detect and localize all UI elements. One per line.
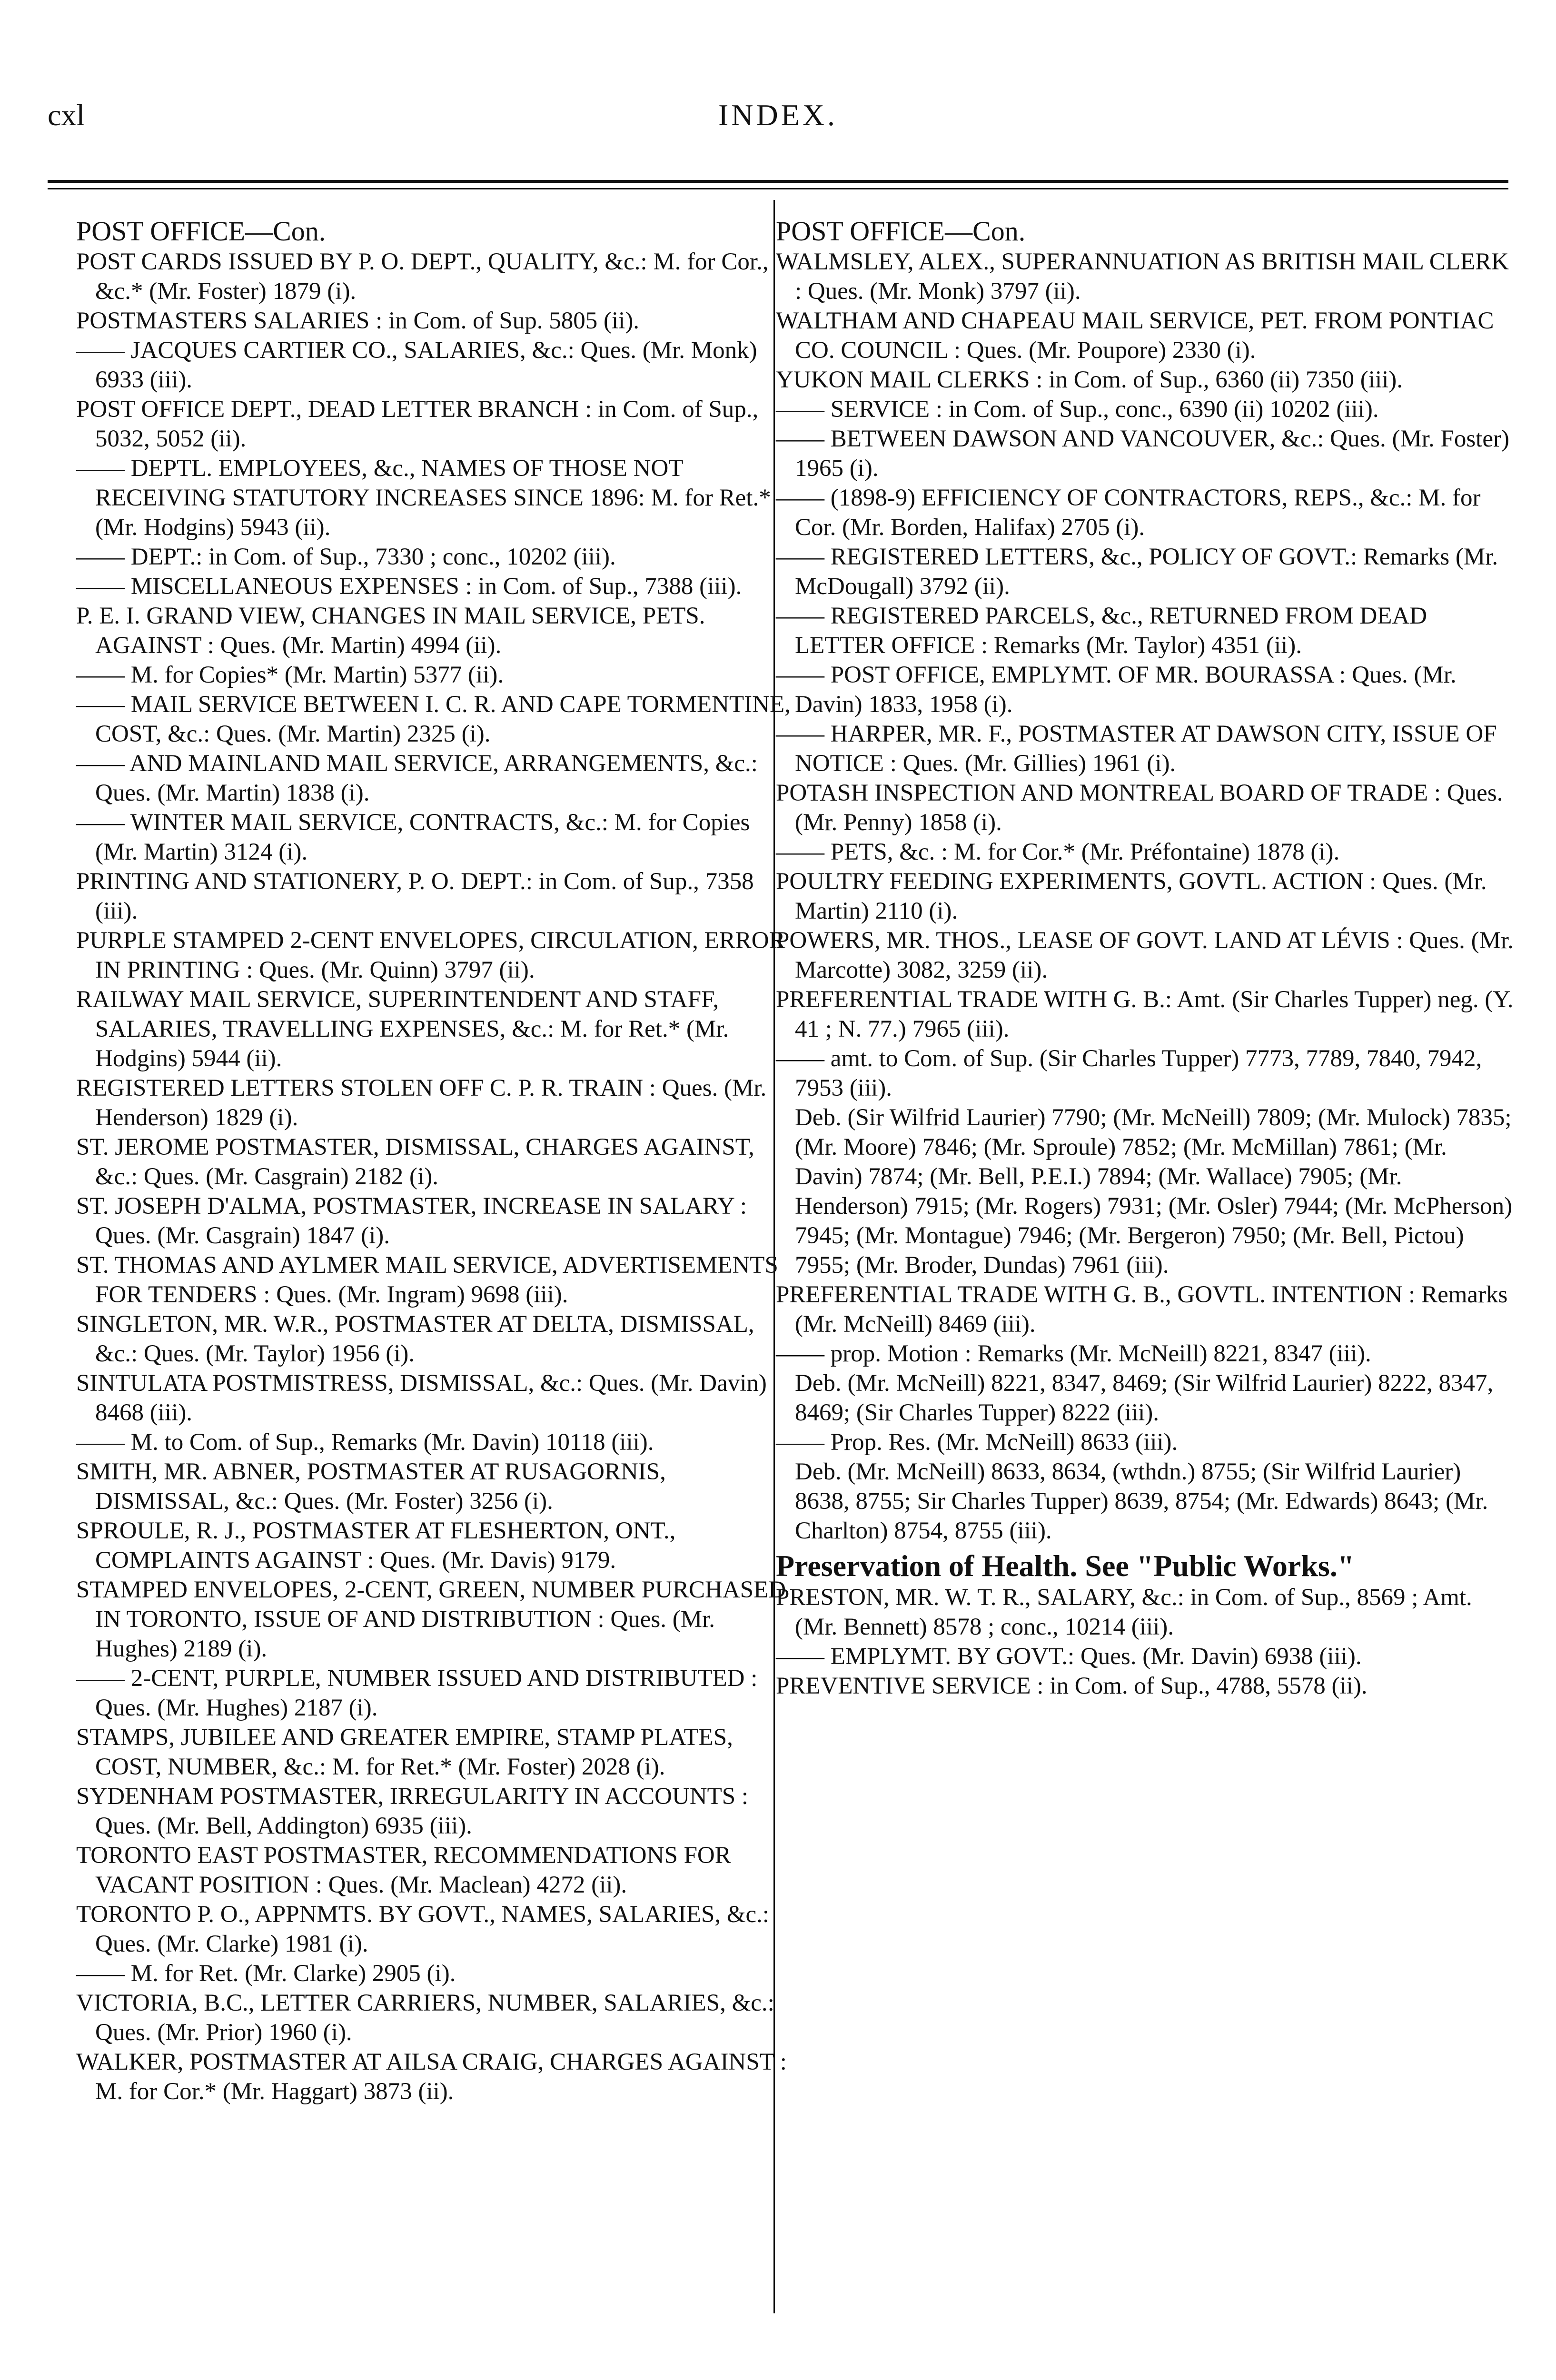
index-entry: Deb. (Sir Wilfrid Laurier) 7790; (Mr. McNeill) 7809; (Mr. Mulock) 7835; (Mr. Moore) 7846; (Mr. Sproule) 7852; (Mr. McMillan) 7861; (Mr. Davin) 7874; (Mr. Bell, P.E.I.) 7894; (Mr. Wallace) 7905; (Mr. Henderson) 7915; (Mr. Rogers) 7931; (Mr. Osler) 7944; (Mr. McPherson) 7945; (Mr. Montague) 7946; (Mr. Bergeron) 7950; (Mr. Bell, Pictou) 7955; (Mr. Broder, Dundas) 7961 (iii).: [795, 1104, 1513, 1279]
index-entry: —— prop. Motion : Remarks (Mr. McNeill) 8221, 8347 (iii).: [776, 1340, 1371, 1367]
index-entry: —— REGISTERED PARCELS, &c., RETURNED FROM DEAD LETTER OFFICE : Remarks (Mr. Taylor) 4351 (ii).: [776, 603, 1427, 659]
index-entry: SINTULATA POSTMISTRESS, DISMISSAL, &c.: Ques. (Mr. Davin) 8468 (iii).: [76, 1370, 767, 1426]
index-entry: TORONTO P. O., APPNMTS. BY GOVT., NAMES, SALARIES, &c.: Ques. (Mr. Clarke) 1981 (i).: [76, 1901, 770, 1957]
index-entry: PREFERENTIAL TRADE WITH G. B.: Amt. (Sir Charles Tupper) neg. (Y. 41 ; N. 77.) 7965 (iii).: [776, 986, 1514, 1042]
index-entry: PURPLE STAMPED 2-CENT ENVELOPES, CIRCULATION, ERROR IN PRINTING : Ques. (Mr. Quinn) 3797 (ii).: [76, 927, 785, 983]
index-entry: —— M. for Copies* (Mr. Martin) 5377 (ii).: [76, 662, 504, 688]
index-entry: POWERS, MR. THOS., LEASE OF GOVT. LAND AT LÉVIS : Ques. (Mr. Marcotte) 3082, 3259 (ii).: [776, 927, 1514, 983]
page-title: INDEX.: [718, 98, 838, 132]
index-entry: Deb. (Mr. McNeill) 8221, 8347, 8469; (Sir Wilfrid Laurier) 8222, 8347, 8469; (Sir Charles Tupper) 8222 (iii).: [795, 1370, 1494, 1426]
section-heading: POST OFFICE—Con.: [76, 216, 326, 247]
index-entry: POTASH INSPECTION AND MONTREAL BOARD OF TRADE : Ques. (Mr. Penny) 1858 (i).: [776, 780, 1503, 836]
index-entry: WALMSLEY, ALEX., SUPERANNUATION AS BRITISH MAIL CLERK : Ques. (Mr. Monk) 3797 (ii).: [776, 248, 1509, 305]
index-entry: —— MAIL SERVICE BETWEEN I. C. R. AND CAPE TORMENTINE, COST, &c.: Ques. (Mr. Martin) 2325 (i).: [76, 691, 791, 747]
index-entry: ST. THOMAS AND AYLMER MAIL SERVICE, ADVERTISEMENTS FOR TENDERS : Ques. (Mr. Ingram) 9698 (iii).: [76, 1252, 778, 1308]
index-entry: P. E. I. GRAND VIEW, CHANGES IN MAIL SERVICE, PETS. AGAINST : Ques. (Mr. Martin) 4994 (ii).: [76, 603, 705, 659]
index-entry: —— POST OFFICE, EMPLYMT. OF MR. BOURASSA : Ques. (Mr. Davin) 1833, 1958 (i).: [776, 662, 1457, 718]
entry-list: [776, 247, 1514, 1701]
index-entry: WALTHAM AND CHAPEAU MAIL SERVICE, PET. FROM PONTIAC CO. COUNCIL : Ques. (Mr. Poupore) 2330 (i).: [776, 307, 1494, 364]
index-entry: WALKER, POSTMASTER AT AILSA CRAIG, CHARGES AGAINST : M. for Cor.* (Mr. Haggart) 3873 (ii).: [76, 2049, 787, 2105]
left-column: [76, 217, 797, 2106]
index-entry: —— DEPTL. EMPLOYEES, &c., NAMES OF THOSE NOT RECEIVING STATUTORY INCREASES SINCE 1896: M. for Ret.* (Mr. Hodgins) 5943 (ii).: [76, 455, 771, 541]
index-entry: PREFERENTIAL TRADE WITH G. B., GOVTL. INTENTION : Remarks (Mr. McNeill) 8469 (iii).: [776, 1281, 1508, 1338]
index-entry: —— WINTER MAIL SERVICE, CONTRACTS, &c.: M. for Copies (Mr. Martin) 3124 (i).: [76, 809, 750, 865]
index-entry: POST OFFICE DEPT., DEAD LETTER BRANCH : in Com. of Sup., 5032, 5052 (ii).: [76, 396, 759, 452]
index-entry: SINGLETON, MR. W.R., POSTMASTER AT DELTA, DISMISSAL, &c.: Ques. (Mr. Taylor) 1956 (i).: [76, 1311, 754, 1367]
right-column: [776, 217, 1514, 1701]
index-entry: —— JACQUES CARTIER CO., SALARIES, &c.: Ques. (Mr. Monk) 6933 (iii).: [76, 337, 757, 393]
index-entry: —— HARPER, MR. F., POSTMASTER AT DAWSON CITY, ISSUE OF NOTICE : Ques. (Mr. Gillies) 1961 (i).: [776, 721, 1497, 777]
index-entry: SYDENHAM POSTMASTER, IRREGULARITY IN ACCOUNTS : Ques. (Mr. Bell, Addington) 6935 (iii).: [76, 1783, 749, 1839]
index-entry: —— M. to Com. of Sup., Remarks (Mr. Davin) 10118 (iii).: [76, 1429, 654, 1456]
index-entry: —— PETS, &c. : M. for Cor.* (Mr. Préfontaine) 1878 (i).: [776, 839, 1340, 865]
index-entry: —— DEPT.: in Com. of Sup., 7330 ; conc., 10202 (iii).: [76, 544, 616, 570]
index-entry: POST CARDS ISSUED BY P. O. DEPT., QUALITY, &c.: M. for Cor., &c.* (Mr. Foster) 1879 (i).: [76, 248, 769, 305]
index-entry: —— Prop. Res. (Mr. McNeill) 8633 (iii).: [776, 1429, 1178, 1456]
index-entry: —— BETWEEN DAWSON AND VANCOUVER, &c.: Ques. (Mr. Foster) 1965 (i).: [776, 426, 1509, 482]
index-entry: PRINTING AND STATIONERY, P. O. DEPT.: in Com. of Sup., 7358 (iii).: [76, 868, 754, 924]
header-rule-thin: [48, 188, 1508, 189]
section-heading: POST OFFICE—Con.: [776, 216, 1026, 247]
index-entry: —— M. for Ret. (Mr. Clarke) 2905 (i).: [76, 1960, 456, 1987]
index-entry: ST. JOSEPH D'ALMA, POSTMASTER, INCREASE IN SALARY : Ques. (Mr. Casgrain) 1847 (i).: [76, 1193, 747, 1249]
index-entry: —— MISCELLANEOUS EXPENSES : in Com. of Sup., 7388 (iii).: [76, 573, 742, 600]
index-entry: RAILWAY MAIL SERVICE, SUPERINTENDENT AND STAFF, SALARIES, TRAVELLING EXPENSES, &c.: M. for Ret.* (Mr. Hodgins) 5944 (ii).: [76, 986, 729, 1072]
index-entry: —— amt. to Com. of Sup. (Sir Charles Tupper) 7773, 7789, 7840, 7942, 7953 (iii).: [776, 1045, 1482, 1101]
index-entry: YUKON MAIL CLERKS : in Com. of Sup., 6360 (ii) 7350 (iii).: [776, 367, 1403, 393]
index-entry: POULTRY FEEDING EXPERIMENTS, GOVTL. ACTION : Ques. (Mr. Martin) 2110 (i).: [776, 868, 1487, 924]
index-entry: TORONTO EAST POSTMASTER, RECOMMENDATIONS FOR VACANT POSITION : Ques. (Mr. Maclean) 4272 (ii).: [76, 1842, 731, 1898]
index-entry: Deb. (Mr. McNeill) 8633, 8634, (wthdn.) 8755; (Sir Wilfrid Laurier) 8638, 8755; Sir Charles Tupper) 8639, 8754; (Mr. Edwards) 8643; (Mr. Charlton) 8754, 8755 (iii).: [795, 1458, 1488, 1544]
index-entry: —— EMPLYMT. BY GOVT.: Ques. (Mr. Davin) 6938 (iii).: [776, 1643, 1362, 1670]
index-entry: VICTORIA, B.C., LETTER CARRIERS, NUMBER, SALARIES, &c.: Ques. (Mr. Prior) 1960 (i).: [76, 1990, 774, 2046]
index-entry: STAMPED ENVELOPES, 2-CENT, GREEN, NUMBER PURCHASED IN TORONTO, ISSUE OF AND DISTRIBUTION : Ques. (Mr. Hughes) 2189 (i).: [76, 1577, 786, 1662]
page-number: cxl: [48, 98, 85, 132]
index-entry: PREVENTIVE SERVICE : in Com. of Sup., 4788, 5578 (ii).: [776, 1673, 1368, 1699]
index-entry: —— REGISTERED LETTERS, &c., POLICY OF GOVT.: Remarks (Mr. McDougall) 3792 (ii).: [776, 544, 1498, 600]
index-entry: —— SERVICE : in Com. of Sup., conc., 6390 (ii) 10202 (iii).: [776, 396, 1379, 423]
index-entry: ST. JEROME POSTMASTER, DISMISSAL, CHARGES AGAINST, &c.: Ques. (Mr. Casgrain) 2182 (i).: [76, 1134, 754, 1190]
index-entry: POSTMASTERS SALARIES : in Com. of Sup. 5805 (ii).: [76, 307, 640, 334]
index-entry: SPROULE, R. J., POSTMASTER AT FLESHERTON, ONT., COMPLAINTS AGAINST : Ques. (Mr. Davis) 9179.: [76, 1517, 676, 1574]
index-entry: —— 2-CENT, PURPLE, NUMBER ISSUED AND DISTRIBUTED : Ques. (Mr. Hughes) 2187 (i).: [76, 1665, 758, 1721]
index-entry: SMITH, MR. ABNER, POSTMASTER AT RUSAGORNIS, DISMISSAL, &c.: Ques. (Mr. Foster) 3256 (i).: [76, 1458, 666, 1515]
index-entry: STAMPS, JUBILEE AND GREATER EMPIRE, STAMP PLATES, COST, NUMBER, &c.: M. for Ret.* (Mr. Foster) 2028 (i).: [76, 1724, 733, 1780]
index-entry: Preservation of Health. See "Public Works.": [776, 1549, 1355, 1583]
index-entry: —— (1898-9) EFFICIENCY OF CONTRACTORS, REPS., &c.: M. for Cor. (Mr. Borden, Halifax) 2705 (i).: [776, 485, 1481, 541]
index-entry: —— AND MAINLAND MAIL SERVICE, ARRANGEMENTS, &c.: Ques. (Mr. Martin) 1838 (i).: [76, 750, 758, 806]
header-rule-thick: [48, 180, 1508, 183]
index-entry: PRESTON, MR. W. T. R., SALARY, &c.: in Com. of Sup., 8569 ; Amt. (Mr. Bennett) 8578 ; conc., 10214 (iii).: [776, 1584, 1472, 1640]
index-entry: REGISTERED LETTERS STOLEN OFF C. P. R. TRAIN : Ques. (Mr. Henderson) 1829 (i).: [76, 1075, 767, 1131]
entry-list: [76, 247, 797, 2106]
